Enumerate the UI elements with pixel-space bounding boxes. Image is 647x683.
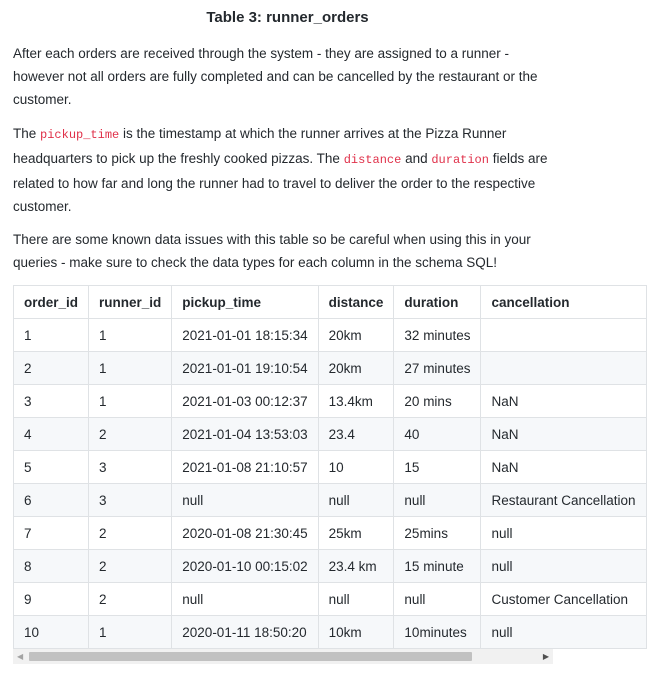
cell-duration: null	[394, 484, 481, 517]
column-header-runner-id: runner_id	[89, 286, 172, 319]
cell-order-id: 8	[14, 550, 89, 583]
cell-runner-id: 1	[89, 352, 172, 385]
intro-paragraph: After each orders are received through the system - they are assigned to a runner - however not all orders are fully completed and can be cancelled by the restaurant or the customer.	[13, 46, 538, 107]
scroll-left-arrow-icon[interactable]: ◀	[17, 652, 24, 661]
table-header-row	[14, 286, 647, 319]
cell-cancellation: Restaurant Cancellation	[481, 484, 646, 517]
cell-duration: 10minutes	[394, 616, 481, 649]
table-row	[14, 616, 647, 649]
cell-cancellation: NaN	[481, 385, 646, 418]
duration-code: duration	[431, 153, 489, 167]
column-header-pickup-time: pickup_time	[172, 286, 318, 319]
cell-duration: 27 minutes	[394, 352, 481, 385]
cell-cancellation: null	[481, 517, 646, 550]
column-header-cancellation: cancellation	[481, 286, 646, 319]
cell-pickup-time: 2021-01-01 19:10:54	[172, 352, 318, 385]
cell-cancellation: null	[481, 550, 646, 583]
cell-distance: 23.4	[318, 418, 394, 451]
table-row	[14, 418, 647, 451]
table-row	[14, 517, 647, 550]
cell-duration: 40	[394, 418, 481, 451]
scrollbar-thumb[interactable]	[29, 652, 472, 661]
para2-text-4: fields are related to how far and long the runner had to travel to deliver the order to the respective customer.	[13, 151, 548, 214]
cell-runner-id: 1	[89, 616, 172, 649]
cell-runner-id: 2	[89, 517, 172, 550]
cell-distance: null	[318, 583, 394, 616]
cell-cancellation	[481, 319, 646, 352]
fields-paragraph	[13, 122, 558, 218]
para2-text-3: and	[401, 151, 432, 166]
para2-text-2: is the timestamp at which the runner arrives at the Pizza Runner headquarters to pick up the freshly cooked pizzas. The	[13, 126, 507, 166]
table-row	[14, 319, 647, 352]
column-header-order-id: order_id	[14, 286, 89, 319]
table-row	[14, 583, 647, 616]
scroll-right-arrow-icon[interactable]: ▶	[542, 652, 549, 661]
cell-distance: 10km	[318, 616, 394, 649]
cell-pickup-time: null	[172, 583, 318, 616]
cell-duration: 25mins	[394, 517, 481, 550]
cell-distance: 23.4 km	[318, 550, 394, 583]
distance-code: distance	[343, 153, 402, 167]
cell-duration: 32 minutes	[394, 319, 481, 352]
cell-order-id: 7	[14, 517, 89, 550]
table-scroll-container[interactable]	[13, 285, 636, 649]
cell-runner-id: 2	[89, 418, 172, 451]
horizontal-scrollbar[interactable]	[13, 649, 553, 664]
cell-cancellation: Customer Cancellation	[481, 583, 646, 616]
cell-duration: null	[394, 583, 481, 616]
cell-runner-id: 3	[89, 451, 172, 484]
table-row	[14, 550, 647, 583]
cell-pickup-time: 2021-01-04 13:53:03	[172, 418, 318, 451]
cell-order-id: 4	[14, 418, 89, 451]
table-row	[14, 385, 647, 418]
cell-runner-id: 2	[89, 583, 172, 616]
cell-duration: 15	[394, 451, 481, 484]
table-row	[14, 484, 647, 517]
cell-runner-id: 1	[89, 385, 172, 418]
cell-runner-id: 1	[89, 319, 172, 352]
table-title: Table 3: runner_orders	[206, 9, 369, 26]
cell-distance: 25km	[318, 517, 394, 550]
column-header-duration: duration	[394, 286, 481, 319]
cell-pickup-time: 2021-01-08 21:10:57	[172, 451, 318, 484]
para2-text-1: The	[13, 126, 41, 141]
cell-cancellation: NaN	[481, 418, 646, 451]
cell-duration: 15 minute	[394, 550, 481, 583]
cell-order-id: 3	[14, 385, 89, 418]
cell-runner-id: 3	[89, 484, 172, 517]
cell-pickup-time: 2020-01-11 18:50:20	[172, 616, 318, 649]
cell-distance: 20km	[318, 352, 394, 385]
cell-pickup-time: null	[172, 484, 318, 517]
cell-order-id: 5	[14, 451, 89, 484]
column-header-distance: distance	[318, 286, 394, 319]
cell-duration: 20 mins	[394, 385, 481, 418]
pickup-time-code: pickup_time	[40, 128, 120, 142]
cell-distance: 20km	[318, 319, 394, 352]
cell-cancellation: null	[481, 616, 646, 649]
cell-pickup-time: 2021-01-01 18:15:34	[172, 319, 318, 352]
cell-order-id: 10	[14, 616, 89, 649]
cell-distance: 13.4km	[318, 385, 394, 418]
cell-order-id: 2	[14, 352, 89, 385]
cell-distance: 10	[318, 451, 394, 484]
cell-cancellation	[481, 352, 646, 385]
cell-pickup-time: 2021-01-03 00:12:37	[172, 385, 318, 418]
cell-cancellation: NaN	[481, 451, 646, 484]
cell-pickup-time: 2020-01-08 21:30:45	[172, 517, 318, 550]
cell-order-id: 6	[14, 484, 89, 517]
cell-order-id: 9	[14, 583, 89, 616]
warning-paragraph: There are some known data issues with this table so be careful when using this in your queries - make sure to check the data types for each column in the schema SQL!	[13, 232, 531, 270]
cell-runner-id: 2	[89, 550, 172, 583]
runner-orders-table	[13, 285, 647, 649]
table-row	[14, 352, 647, 385]
cell-order-id: 1	[14, 319, 89, 352]
table-row	[14, 451, 647, 484]
cell-distance: null	[318, 484, 394, 517]
cell-pickup-time: 2020-01-10 00:15:02	[172, 550, 318, 583]
